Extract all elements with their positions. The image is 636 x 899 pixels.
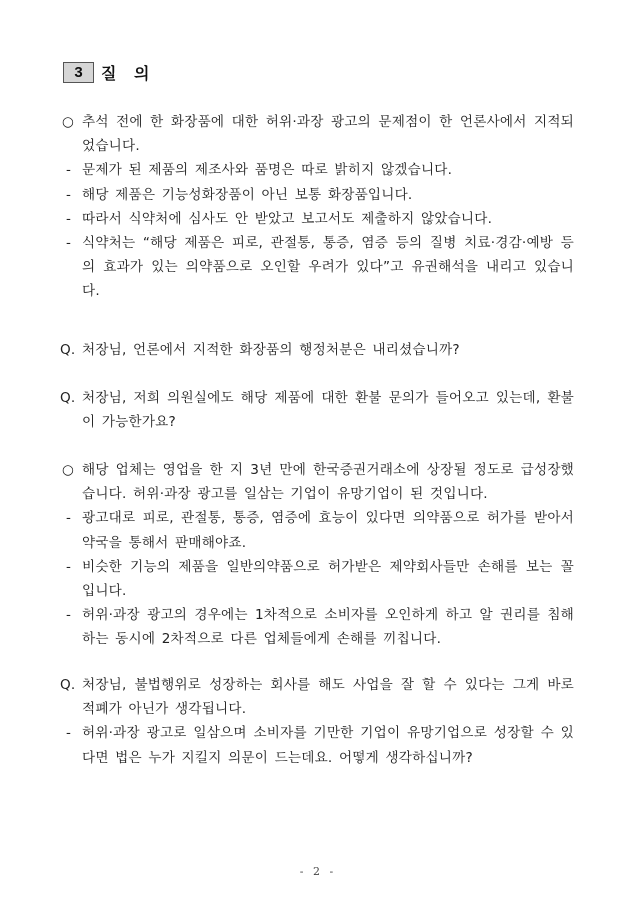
paragraph-block-2 (60, 458, 574, 652)
question-block-1 (60, 338, 574, 362)
page-number: - 2 - (299, 865, 337, 878)
question-text: 처장님, 저희 의원실에도 해당 제품에 대한 환불 문의가 들어오고 있는데, 환불이 가능한가요? (82, 390, 574, 431)
question (60, 338, 574, 362)
dash-bullet-icon: - (66, 210, 72, 227)
sub-bullet (60, 183, 574, 207)
section-title: 질 의 (101, 64, 156, 83)
sub-bullet-text: 허위·과장 광고로 일삼으며 소비자를 기만한 기업이 유망기업으로 성장할 수 있다면 법은 누가 지킬지 의문이 드는데요. 어떻게 생각하십니까? (82, 725, 574, 766)
question-block-3 (60, 673, 574, 770)
dash-bullet-icon: - (66, 558, 72, 575)
circle-bullet-icon: ○ (62, 462, 75, 478)
sub-bullet (60, 231, 574, 304)
question (60, 673, 574, 721)
sub-bullet (60, 207, 574, 231)
paragraph-text: 추석 전에 한 화장품에 대한 허위·과장 광고의 문제점이 한 언론사에서 지적되었습니다. (82, 114, 574, 155)
question (60, 386, 574, 434)
sub-bullet (60, 555, 574, 603)
sub-bullet (60, 721, 574, 769)
dash-bullet-icon: - (66, 725, 72, 742)
bullet-main (60, 458, 574, 506)
bullet-main (60, 110, 574, 158)
question-marker: Q. (60, 390, 76, 406)
dash-bullet-icon: - (66, 607, 72, 624)
paragraph-text: 해당 업체는 영업을 한 지 3년 만에 한국증권거래소에 상장될 정도로 급성장했습니다. 허위·과장 광고를 일삼는 기업이 유망기업이 된 것입니다. (82, 462, 574, 503)
question-text: 처장님, 불법행위로 성장하는 회사를 해도 사업을 잘 할 수 있다는 그게 바로 적폐가 아닌가 생각됩니다. (82, 677, 574, 718)
question-text: 처장님, 언론에서 지적한 화장품의 행정처분은 내리셨습니까? (82, 342, 460, 358)
sub-bullet-text: 광고대로 피로, 관절통, 통증, 염증에 효능이 있다면 의약품으로 허가를 받아서 약국을 통해서 판매해야죠. (82, 510, 574, 551)
question-block-2 (60, 386, 574, 434)
sub-bullet-text: 식약처는 “해당 제품은 피로, 관절통, 통증, 염증 등의 질병 치료·경감·예방 등의 효과가 있는 의약품으로 오인할 우려가 있다”고 유권해석을 내리고 있습니다. (82, 235, 574, 300)
sub-bullet-text: 해당 제품은 기능성화장품이 아닌 보통 화장품입니다. (82, 186, 413, 203)
paragraph-block-1 (60, 110, 574, 304)
sub-bullet-text: 따라서 식약처에 심사도 안 받았고 보고서도 제출하지 않았습니다. (82, 210, 493, 227)
question-marker: Q. (60, 342, 76, 358)
dash-bullet-icon: - (66, 186, 72, 203)
dash-bullet-icon: - (66, 235, 72, 252)
dash-bullet-icon: - (66, 510, 72, 527)
section-header (63, 61, 155, 84)
sub-bullet (60, 158, 574, 182)
sub-bullet (60, 506, 574, 554)
sub-bullet-text: 문제가 된 제품의 제조사와 품명은 따로 밝히지 않겠습니다. (82, 162, 453, 179)
sub-bullet-text: 허위·과장 광고의 경우에는 1차적으로 소비자를 오인하게 하고 알 권리를 침해하는 동시에 2차적으로 다른 업체들에게 손해를 끼칩니다. (82, 607, 574, 648)
question-marker: Q. (60, 677, 76, 693)
sub-bullet (60, 603, 574, 651)
sub-bullet-text: 비슷한 기능의 제품을 일반의약품으로 허가받은 제약회사들만 손해를 보는 꼴입니다. (82, 558, 574, 600)
dash-bullet-icon: - (66, 162, 72, 179)
circle-bullet-icon: ○ (62, 114, 75, 130)
section-number-box: 3 (63, 62, 94, 83)
